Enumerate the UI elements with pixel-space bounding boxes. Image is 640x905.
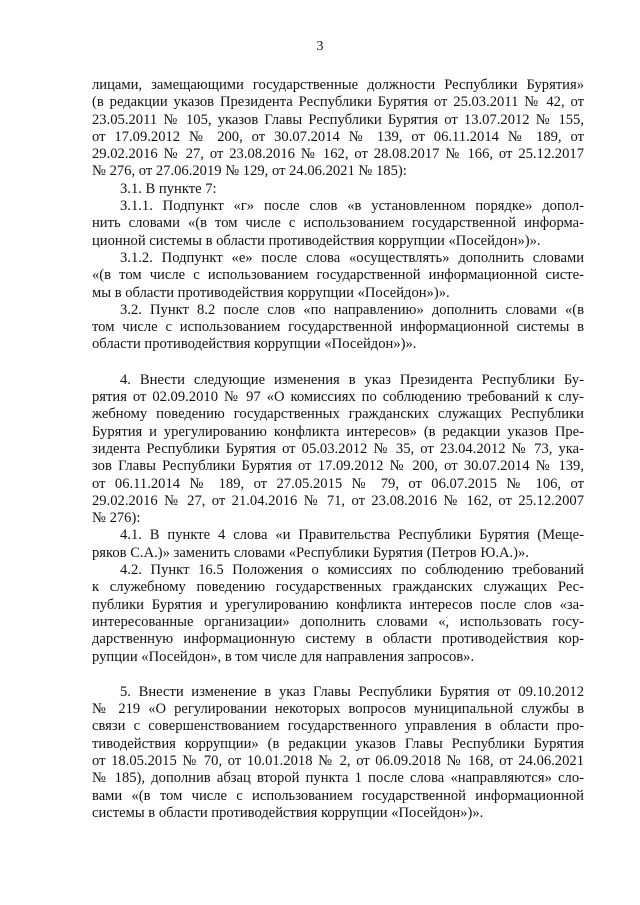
text-line: 5. Внести изменение в указ Главы Республики Бурятия от 09.10.2012 — [120, 683, 584, 700]
text-line: № 185), дополнив абзац второй пункта 1 после слова «направляются» сло- — [92, 770, 584, 787]
paragraph-3-2 — [92, 302, 584, 354]
text-line: рупции «Посейдон», в том числе для направления запросов». — [92, 648, 475, 665]
paragraph-3-1-1 — [92, 198, 584, 250]
text-line: № 219 «О регулировании некоторых вопросов муниципальной службы в — [92, 701, 584, 718]
text-line: 3.1.1. Подпункт «г» после слов «в установленном порядке» допол- — [120, 198, 584, 215]
text-line: интересованные организации» дополнить словами «, использовать госу- — [92, 613, 584, 630]
text-line: системы в области противодействия коррупции «Посейдон»)». — [92, 804, 484, 821]
paragraph-gap — [92, 666, 584, 684]
paragraph-5 — [92, 684, 584, 822]
page-number: 3 — [316, 39, 324, 54]
text-line: вами «(в том числе с использованием государственной информационной — [92, 787, 584, 804]
text-line: 29.02.2016 № 27, от 21.04.2016 № 71, от 23.08.2016 № 162, от 25.12.2007 — [92, 492, 584, 509]
text-line: дарственную информационную систему в области противодействия кор- — [92, 631, 584, 648]
text-line: нить словами «(в том числе с использованием государственной информа- — [92, 215, 584, 232]
text-line: публики Бурятия и урегулированию конфликта интересов после слов «за- — [92, 596, 584, 613]
text-line: ряков С.А.)» заменить словами «Республики Бурятия (Петров Ю.А.)». — [92, 544, 529, 561]
text-line: № 276, от 27.06.2019 № 129, от 24.06.2021 № 185): — [92, 163, 407, 180]
text-line: том числе с использованием государственной информационной системы в — [92, 319, 584, 336]
text-line: 4. Внести следующие изменения в указ Президента Республики Бу- — [120, 371, 584, 388]
text-line: 4.2. Пункт 16.5 Положения о комиссиях по соблюдению требований — [120, 562, 584, 579]
text-line: 23.05.2011 № 105, указов Главы Республики Бурятия от 13.07.2012 № 155, — [92, 111, 584, 128]
text-line: жебному поведению государственных гражданских служащих Республики — [92, 406, 584, 423]
text-line: области противодействия коррупции «Посейдон»)». — [92, 336, 417, 353]
text-line: 3.2. Пункт 8.2 после слов «по направлению» дополнить словами «(в — [120, 301, 584, 318]
paragraph-4-1 — [92, 527, 584, 562]
text-line: тиводействия коррупции» (в редакции указов Главы Республики Бурятия — [92, 735, 584, 752]
text-line: мы в области противодействия коррупции «Посейдон»)». — [92, 284, 450, 301]
text-line: от 06.11.2014 № 189, от 27.05.2015 № 79, от 06.07.2015 № 106, от — [92, 475, 584, 492]
text-line: 3.1. В пункте 7: — [120, 180, 217, 197]
text-line: Бурятия и урегулированию конфликта интересов» (в редакции указов Пре- — [92, 423, 584, 440]
paragraph-3-1-2 — [92, 250, 584, 302]
text-line: от 17.09.2012 № 200, от 30.07.2014 № 139, от 06.11.2014 № 189, от — [92, 128, 584, 145]
text-line: ционной системы в области противодействия коррупции «Посейдон»)». — [92, 232, 541, 249]
text-line: (в редакции указов Президента Республики Бурятия от 25.03.2011 № 42, от — [92, 94, 584, 111]
text-line: от 18.05.2015 № 70, от 10.01.2018 № 2, от 06.09.2018 № 168, от 24.06.2021 — [92, 752, 584, 769]
document-body — [92, 77, 584, 822]
text-line: «(в том числе с использованием государственной информационной систе- — [92, 267, 584, 284]
paragraph-4-2 — [92, 562, 584, 666]
text-line: связи с совершенствованием государственного управления в области про- — [92, 718, 584, 735]
text-line: к служебному поведению государственных гражданских служащих Рес- — [92, 579, 584, 596]
paragraph-gap — [92, 354, 584, 372]
text-line: 4.1. В пункте 4 слова «и Правительства Республики Бурятия (Меще- — [120, 527, 584, 544]
paragraph-4 — [92, 372, 584, 528]
text-line: зидента Республики Бурятия от 05.03.2012 № 35, от 23.04.2012 № 73, ука- — [92, 440, 584, 457]
text-line: 29.02.2016 № 27, от 23.08.2016 № 162, от 28.08.2017 № 166, от 25.12.2017 — [92, 146, 584, 163]
text-line: рятия от 02.09.2010 № 97 «О комиссиях по соблюдению требований к слу- — [92, 389, 584, 406]
text-line: № 276): — [92, 510, 141, 527]
paragraph-continuation — [92, 77, 584, 181]
paragraph-3-1 — [92, 181, 584, 198]
text-line: лицами, замещающими государственные должности Республики Бурятия» — [92, 77, 584, 93]
text-line: зов Главы Республики Бурятия от 17.09.2012 № 200, от 30.07.2014 № 139, — [92, 458, 584, 475]
text-line: 3.1.2. Подпункт «е» после слова «осуществлять» дополнить словами — [120, 249, 584, 266]
